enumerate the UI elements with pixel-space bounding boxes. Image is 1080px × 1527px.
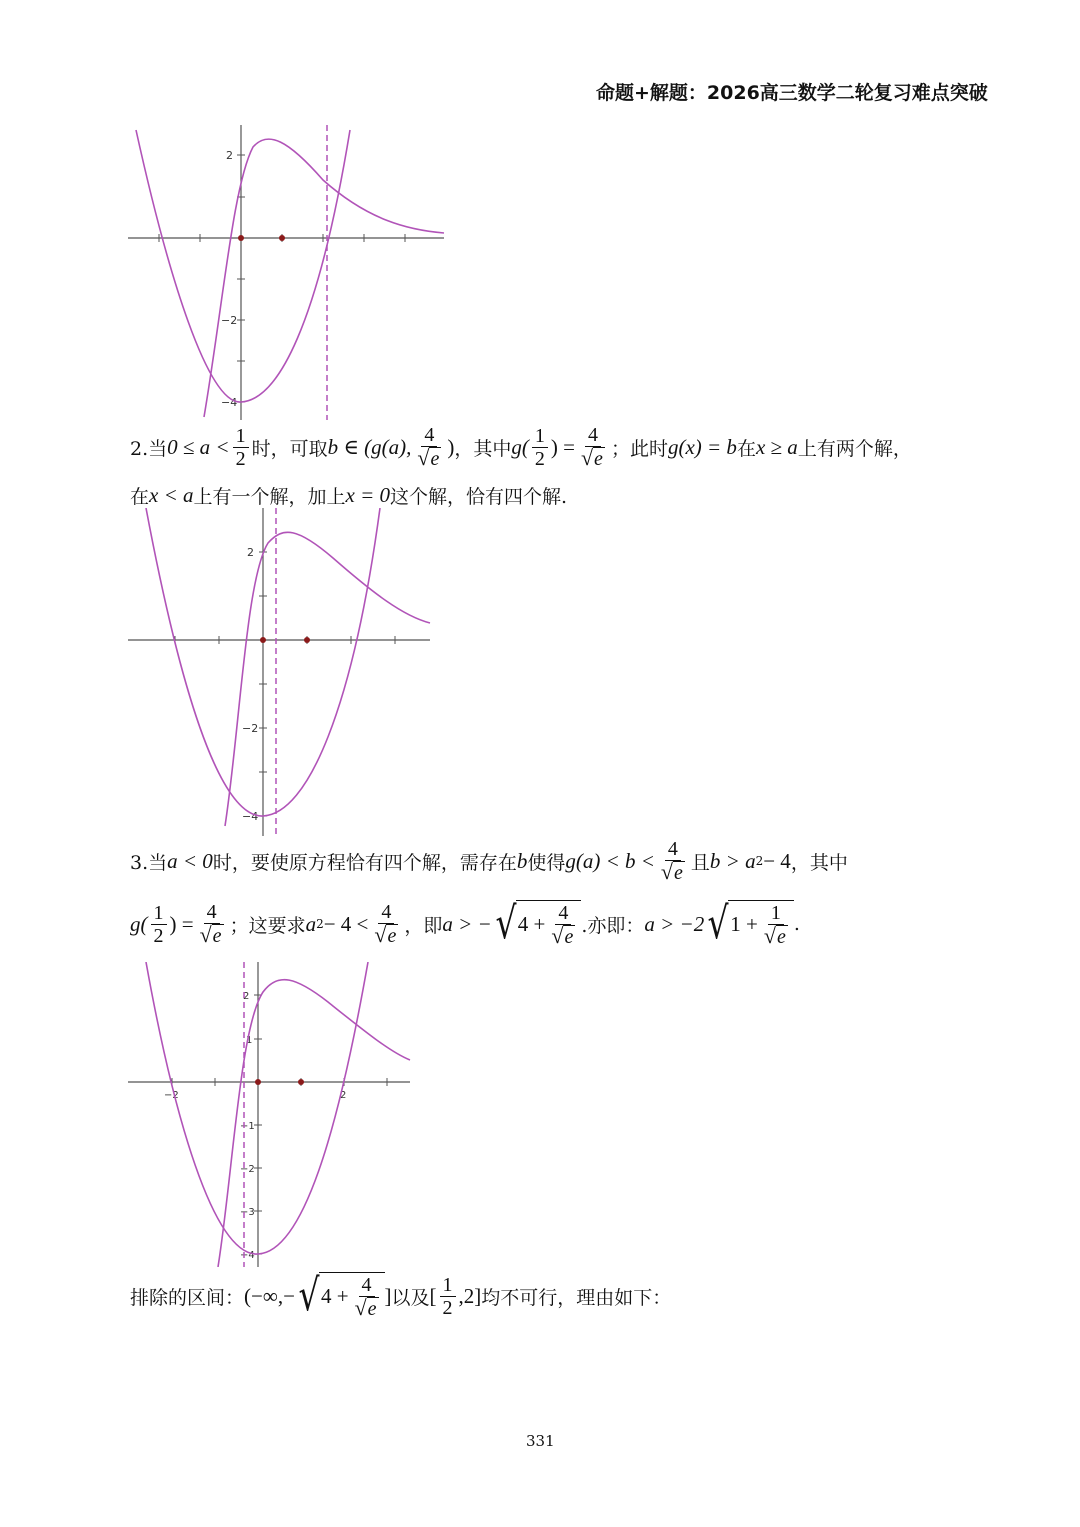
tick-label: −4 [240,1250,255,1261]
tick-label: −2 [221,314,238,327]
tick-label: 2 [243,991,250,1002]
tick-label: 2 [247,546,254,559]
point [238,235,244,241]
tick-label: −4 [221,396,238,409]
graph-3 [128,962,413,1267]
exclude-line: 排除的区间： (−∞,− √ 4 + $\frac{4}{√e}$ ] 以及 [ $\frac{1}{2}$ ,2] 均不可行，理由如下： [130,1270,672,1321]
case2-line1: 2.当 0 ≤ a < $\frac{1}{2}$ 时，可取 b ∈ (g(a), $\frac{4}{√e}$ ) ，其中 g( $\frac{1}{2}$ ) = $\frac{4}{√e}$ ；此时 g(x) = b 在 x ≥ a 上有两个解， [130,424,912,470]
page-header: 命题+解题：2026高三数学二轮复习难点突破 [596,82,988,104]
tick-label: −2 [242,722,259,735]
graph-1 [128,125,446,420]
tick-label: 1 [246,1035,253,1046]
case3-line2: g( $\frac{1}{2}$ ) = $\frac{4}{√e}$ ；这要求 a 2 − 4 < $\frac{4}{√e}$ ，即 a > − √ 4 + $\frac{4}{√e}$ .亦即： a > −2 √ 1 + $\frac{1}{√e}$ . [130,898,800,949]
point [298,1079,304,1085]
g-curve [204,139,444,417]
tick-label: −1 [240,1121,255,1132]
page-number: 331 [526,1432,555,1450]
g-curve [225,532,430,826]
tick-label: 2 [340,1090,347,1101]
tick-label: −2 [240,1164,255,1175]
case3-line1: 3.当 a < 0 时，要使原方程恰有四个解，需存在 b 使得 g(a) < b < $\frac{4}{√e}$ 且 b > a 2 − 4 ，其中 [130,838,848,884]
point [304,637,310,643]
tick-label: −3 [240,1207,255,1218]
graph-2 [128,508,433,836]
tick-label: 2 [226,149,233,162]
point [279,235,285,241]
point [260,637,266,643]
tick-label: −4 [242,810,259,823]
case2-line2: 在 x < a 上有一个解，加上 x = 0 这个解，恰有四个解. [130,483,568,508]
tick-label: −2 [164,1090,179,1101]
point [255,1079,261,1085]
